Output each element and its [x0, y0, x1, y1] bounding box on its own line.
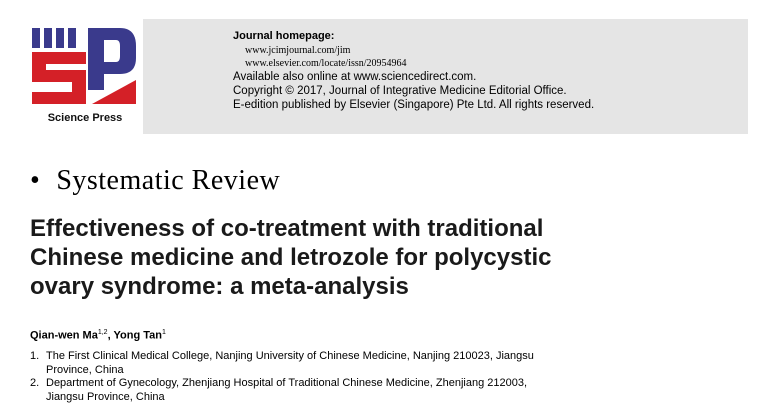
title-line: Effectiveness of co-treatment with traditional	[30, 215, 544, 242]
affiliation-item	[30, 377, 760, 404]
affiliation-text: Department of Gynecology, Zhenjiang Hospital of Traditional Chinese Medicine, Zhenjiang 212003,	[46, 377, 528, 389]
homepage-link[interactable]: www.jcimjournal.com/jim	[245, 45, 351, 56]
section-label: Systematic Review	[56, 165, 281, 196]
author-affiliation-marker: 1	[161, 329, 166, 336]
affiliation-list	[30, 350, 760, 404]
affiliation-number: 1.	[30, 350, 40, 362]
affiliation-text-cont: Jiangsu Province, China	[46, 390, 165, 403]
copyright-notice: Copyright © 2017, Journal of Integrative Medicine Editorial Office.	[233, 85, 567, 97]
science-press-logo	[30, 24, 140, 130]
affiliation-item	[30, 350, 760, 377]
author-name: Yong Tan	[113, 329, 162, 342]
article-title	[30, 214, 750, 301]
online-availability: Available also online at www.sciencedirect.com.	[233, 71, 477, 83]
title-line: ovary syndrome: a meta-analysis	[30, 273, 409, 300]
author-affiliation-marker: 1,2	[97, 329, 108, 336]
section-bullet: •	[30, 165, 41, 196]
elsevier-link[interactable]: www.elsevier.com/locate/issn/20954964	[245, 58, 407, 69]
edition-notice: E-edition published by Elsevier (Singapore) Pte Ltd. All rights reserved.	[233, 99, 595, 111]
homepage-label: Journal homepage:	[233, 30, 335, 42]
science-press-logo-icon	[30, 24, 140, 110]
author-name: Qian-wen Ma	[30, 329, 98, 342]
affiliation-number: 2.	[30, 377, 40, 389]
publisher-name: Science Press	[47, 112, 123, 124]
title-line: Chinese medicine and letrozole for polycystic	[30, 244, 552, 271]
author-list	[30, 329, 166, 342]
journal-banner	[143, 19, 748, 134]
affiliation-text: The First Clinical Medical College, Nanjing University of Chinese Medicine, Nanjing 210023, Jiangsu	[46, 350, 534, 362]
author-separator: ,	[107, 329, 114, 342]
section-heading	[30, 164, 280, 198]
affiliation-text-cont: Province, China	[46, 363, 124, 376]
